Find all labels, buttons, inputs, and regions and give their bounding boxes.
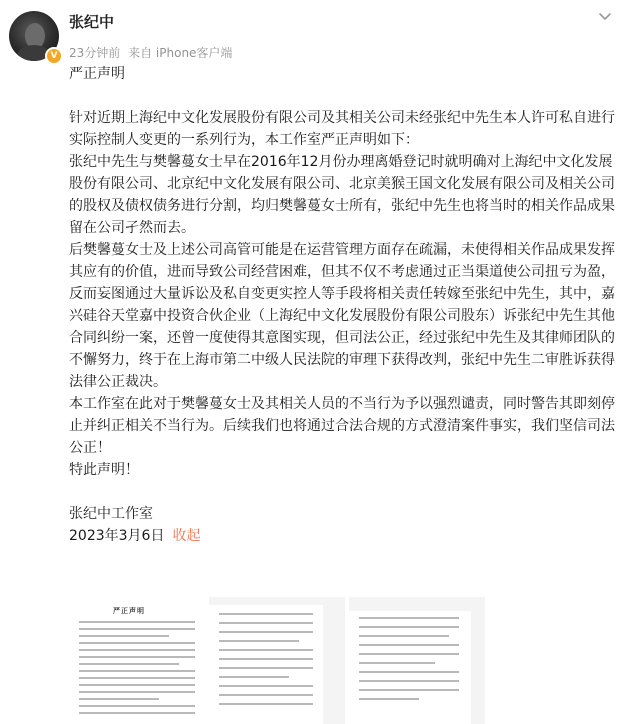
text-line bbox=[359, 626, 459, 628]
post-paragraph: 特此声明！ bbox=[69, 462, 139, 478]
text-line bbox=[79, 649, 195, 651]
text-line bbox=[359, 689, 459, 691]
post-signature: 张纪中工作室 bbox=[69, 506, 153, 522]
collapse-link[interactable]: 收起 bbox=[172, 528, 201, 544]
post-meta bbox=[69, 44, 236, 61]
text-line bbox=[79, 621, 195, 623]
post-date: 2023年3月6日 bbox=[69, 528, 165, 544]
document-page bbox=[69, 597, 205, 724]
text-line bbox=[219, 658, 313, 660]
username[interactable]: 张纪中 bbox=[69, 13, 115, 31]
text-line bbox=[359, 617, 459, 619]
text-line bbox=[219, 649, 313, 651]
post-paragraph: 本工作室在此对于樊馨蔓女士及其相关人员的不当行为予以强烈谴责，同时警告其即刻停止并纠正相关不当行为。后续我们也将通过合法合规的方式澄清案件事实，我们坚信司法公正！ bbox=[69, 396, 615, 456]
document-page bbox=[349, 611, 471, 724]
image-gallery bbox=[69, 597, 625, 724]
post-time[interactable]: 23分钟前 bbox=[69, 46, 121, 60]
text-line bbox=[359, 653, 459, 655]
text-line bbox=[359, 662, 435, 664]
image-thumbnail-2[interactable] bbox=[209, 597, 345, 724]
thumbnail-title: 严正声明 bbox=[113, 607, 145, 615]
text-line bbox=[359, 644, 459, 646]
text-line bbox=[79, 705, 195, 707]
text-line bbox=[219, 694, 313, 696]
text-line bbox=[79, 663, 179, 665]
text-line bbox=[79, 698, 159, 700]
post-source: 来自 iPhone客户端 bbox=[128, 46, 233, 60]
post-paragraph: 后樊馨蔓女士及上述公司高管可能是在运营管理方面存在疏漏，未使得相关作品成果发挥其应有的价值，进而导致公司经营困难，但其不仅不考虑通过正当渠道使公司扭亏为盈，反而妄图通过大量诉讼及私自变更实控人等手段将相关责任转嫁至张纪中先生，其中，嘉兴硅谷天堂嘉中投资合伙企业（上海纪中文化发展股份有限公司股东）诉张纪中先生其他合同纠纷一案，还曾一度使得其意图实现，但司法公正，经过张纪中先生及其律师团队的不懈努力，终于在上海市第二中级人民法院的审理下获得改判，张纪中先生二审胜诉获得法律公正裁决。 bbox=[69, 242, 615, 390]
text-line bbox=[219, 640, 299, 642]
post-paragraph-title: 严正声明 bbox=[69, 66, 125, 82]
post-paragraph: 针对近期上海纪中文化发展股份有限公司及其相关公司未经张纪中先生本人许可私自进行实际控制人变更的一系列行为，本工作室严正声明如下： bbox=[69, 110, 615, 148]
text-line bbox=[79, 670, 195, 672]
text-line bbox=[79, 712, 195, 714]
image-thumbnail-3[interactable] bbox=[349, 597, 485, 724]
text-line bbox=[219, 703, 313, 705]
text-line bbox=[219, 631, 313, 633]
paragraph-gap bbox=[69, 85, 625, 107]
text-line bbox=[79, 684, 195, 686]
text-line bbox=[359, 671, 459, 673]
image-thumbnail-1[interactable] bbox=[69, 597, 205, 724]
document-page bbox=[209, 605, 323, 724]
text-line bbox=[219, 685, 313, 687]
text-line bbox=[219, 676, 289, 678]
text-line bbox=[219, 613, 313, 615]
text-line bbox=[79, 691, 195, 693]
text-line bbox=[359, 680, 459, 682]
text-line bbox=[79, 642, 195, 644]
text-line bbox=[219, 622, 313, 624]
text-line bbox=[359, 635, 449, 637]
text-line bbox=[79, 656, 195, 658]
chevron-down-icon[interactable] bbox=[597, 8, 613, 24]
verified-badge-icon: V bbox=[45, 47, 63, 65]
text-line bbox=[79, 628, 195, 630]
paragraph-gap bbox=[69, 481, 625, 503]
post-paragraph: 张纪中先生与樊馨蔓女士早在2016年12月份办理离婚登记时就明确对上海纪中文化发展股份有限公司、北京纪中文化发展有限公司、北京美猴王国文化发展有限公司及相关公司的股权及债权债务进行分割，均归樊馨蔓女士所有，张纪中先生也将当时的相关作品成果留在公司孑然而去。 bbox=[69, 154, 615, 236]
text-line bbox=[219, 667, 313, 669]
text-line bbox=[79, 677, 195, 679]
text-line bbox=[79, 635, 169, 637]
post-date-line bbox=[69, 525, 625, 547]
post-body bbox=[69, 63, 625, 547]
text-line bbox=[359, 698, 419, 700]
